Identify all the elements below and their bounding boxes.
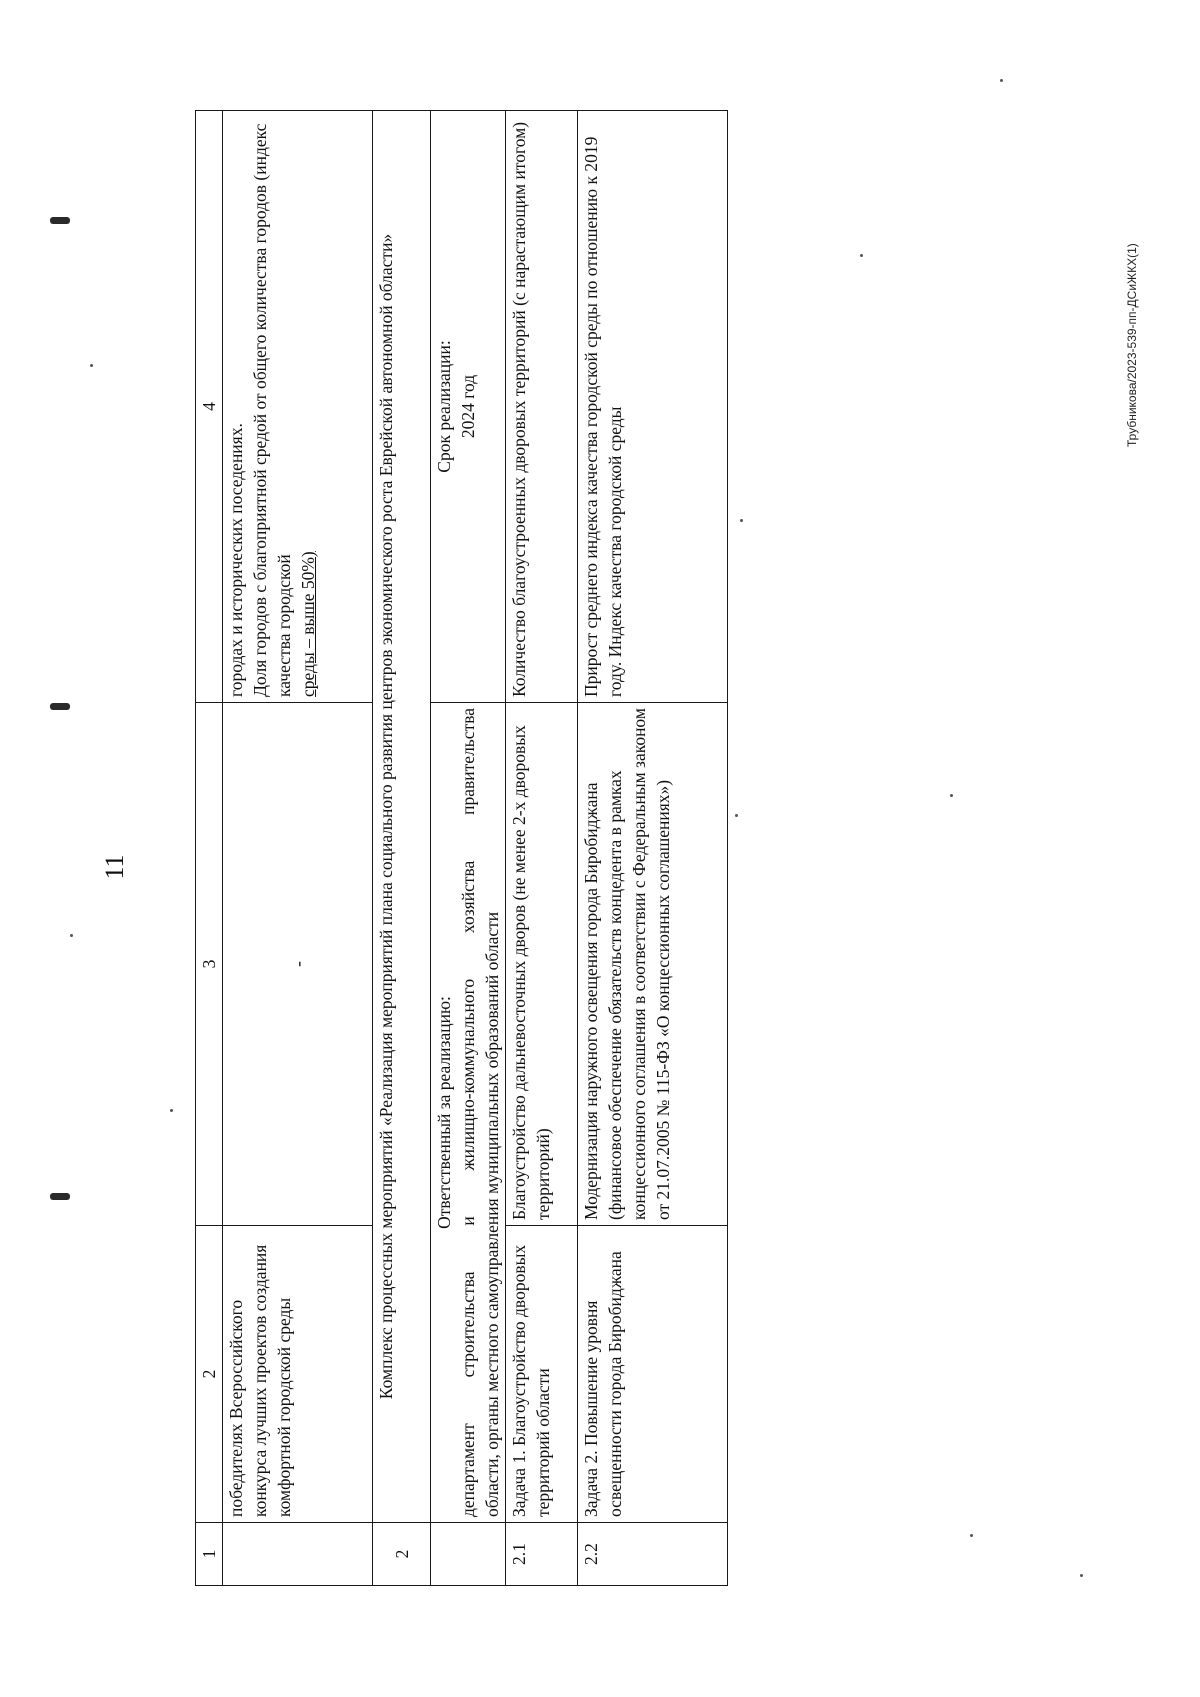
scan-speck <box>70 934 73 937</box>
effect-cell: Благоустройство дальневосточных дворов (не менее 2-х дворовых территорий) <box>506 703 578 1226</box>
effect-cell: Модернизация наружного освещения города Биробиджана (финансовое обеспечение обязательств концедента в рамках концессионного соглашения в соответствии с Федеральным законом от 21.07.2005 № 115-ФЗ «О концессионных соглашениях») <box>578 703 728 1226</box>
table-row <box>506 111 578 1586</box>
responsible-line-1: департамент строительства и жилищно-коммунального хозяйства правительства <box>458 708 478 1517</box>
header-cell: 3 <box>196 703 223 1226</box>
scan-speck <box>950 794 953 797</box>
activities-table <box>195 110 728 1586</box>
table-row-continued <box>223 111 373 1586</box>
page-number: 11 <box>100 854 129 880</box>
indicator-cell: городах и исторических поседениях. Доля городов с благоприятной средой от общего количества городов (индекс качества городской среды – выше 50%) <box>223 111 373 703</box>
indicator-cell: Количество благоустроенных дворовых территорий (с нарастающим итогом) <box>506 111 578 703</box>
section-row <box>373 111 431 1586</box>
term-value: 2024 год <box>458 374 478 439</box>
section-number: 2 <box>373 1523 431 1586</box>
task-cell: Задача 1. Благоустройство дворовых территорий области <box>506 1226 578 1523</box>
term-label: Срок реализации: <box>434 340 454 473</box>
punch-mark <box>50 217 70 224</box>
responsible-cell <box>431 703 506 1523</box>
term-cell <box>431 111 506 703</box>
header-cell: 1 <box>196 1523 223 1586</box>
scan-speck <box>1080 1574 1083 1577</box>
punch-mark <box>50 1193 70 1200</box>
responsible-row <box>431 111 506 1586</box>
scan-speck <box>170 1109 173 1112</box>
punch-mark <box>50 703 70 710</box>
effect-cell: - <box>223 703 373 1226</box>
scan-speck <box>90 364 93 367</box>
table-row <box>578 111 728 1586</box>
row-number: 2.1 <box>506 1523 578 1586</box>
scan-speck <box>970 1534 973 1537</box>
scan-speck <box>740 519 743 522</box>
scan-speck <box>860 254 863 257</box>
header-cell: 4 <box>196 111 223 703</box>
responsible-label: Ответственный за реализацию: <box>434 996 454 1229</box>
scan-speck <box>1000 79 1003 82</box>
header-cell: 2 <box>196 1226 223 1523</box>
scan-speck <box>735 814 738 817</box>
row-number: 2.2 <box>578 1523 728 1586</box>
indicator-cell: Прирост среднего индекса качества городской среды по отношению к 2019 году. Индекс качества городской среды <box>578 111 728 703</box>
row-number-cell <box>431 1523 506 1586</box>
task-cell: победителях Всероссийского конкурса лучших проектов создания комфортной городской среды <box>223 1226 373 1523</box>
section-title: Комплекс процессных мероприятий «Реализация мероприятий плана социального развития центров экономического роста Еврейской автономной области» <box>373 111 431 1523</box>
row-number-cell <box>223 1523 373 1586</box>
responsible-line-2: области, органы местного самоуправления муниципальных образований области <box>482 911 502 1517</box>
task-cell: Задача 2. Повышение уровня освещенности города Биробиджана <box>578 1226 728 1523</box>
footer-document-code: Трубникова/2023-539-пп-ДСиЖКХ(1) <box>1125 243 1139 447</box>
table-header-row <box>196 111 223 1586</box>
